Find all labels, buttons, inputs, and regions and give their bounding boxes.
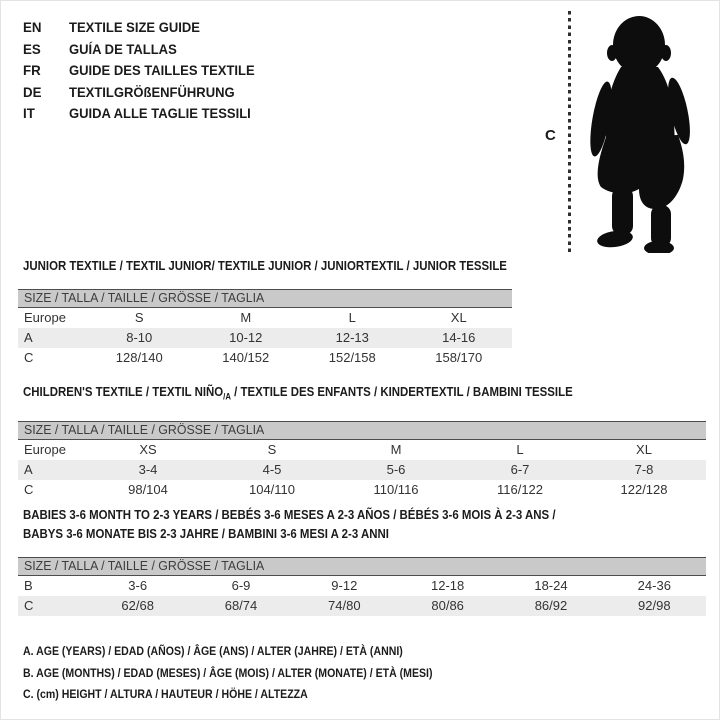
language-list (23, 17, 269, 125)
table-cell: 9-12 (331, 578, 358, 593)
child-figure (541, 7, 713, 257)
size-table-header-text: SIZE / TALLA / TAILLE / GRÖSSE / TAGLIA (24, 290, 265, 305)
language-row (23, 60, 269, 82)
table-cell: L (516, 441, 524, 457)
table-rows (18, 440, 706, 500)
language-row (23, 17, 269, 39)
footnote-line: C. (cm) HEIGHT / ALTURA / HAUTEUR / HÖHE / ALTEZZA (23, 687, 308, 701)
table-cell: 104/110 (248, 481, 296, 497)
footnote-line: A. AGE (YEARS) / EDAD (AÑOS) / ÂGE (ANS) / ALTER (JAHRE) / ETÀ (ANNI) (23, 644, 403, 658)
table-cell: S (267, 441, 277, 457)
row-label: C (24, 481, 34, 497)
row-label: A (24, 461, 33, 477)
language-code: EN (23, 19, 42, 35)
height-measure-line (568, 11, 571, 254)
table-cell: 7-8 (634, 461, 654, 477)
table-row (18, 596, 706, 616)
table-cell: M (390, 441, 402, 457)
table-cell: M (240, 310, 252, 325)
section-title-text: / TEXTILE DES ENFANTS / KINDERTEXTIL / BAMBINI TESSILE (230, 384, 573, 399)
language-code: FR (23, 62, 41, 78)
height-measure-label: C (545, 127, 556, 144)
footnotes (23, 644, 488, 709)
table-cell: 6-9 (231, 578, 251, 593)
table-cell: 92/98 (638, 598, 671, 613)
junior-size-table (18, 289, 512, 368)
babies-section-title (18, 505, 706, 543)
children-textile-section (18, 382, 706, 500)
child-silhouette-icon (579, 9, 707, 253)
row-label: A (24, 330, 33, 345)
table-cell: 80/86 (431, 598, 464, 613)
table-cell: 158/170 (435, 350, 483, 365)
junior-textile-section (18, 256, 512, 368)
table-row (18, 480, 706, 500)
size-table-header-text: SIZE / TALLA / TAILLE / GRÖSSE / TAGLIA (24, 558, 265, 573)
language-label: GUIDA ALLE TAGLIE TESSILI (69, 105, 251, 121)
table-cell: 62/68 (121, 598, 154, 613)
size-table-header (18, 421, 706, 440)
language-row (23, 82, 269, 104)
row-label: C (24, 598, 34, 613)
table-cell: 3-6 (128, 578, 148, 593)
section-title-line (23, 505, 624, 524)
table-cell: 98/104 (128, 481, 168, 497)
junior-section-title (18, 256, 512, 275)
language-code: ES (23, 40, 41, 57)
footnote-line: B. AGE (MONTHS) / EDAD (MESES) / ÂGE (MOIS) / ALTER (MONATE) / ETÀ (MESI) (23, 665, 433, 680)
section-title-line (23, 382, 624, 407)
table-cell: 18-24 (534, 578, 568, 593)
babies-size-table (18, 557, 706, 616)
table-cell: 152/158 (328, 350, 376, 365)
table-cell: 116/122 (496, 481, 544, 497)
table-cell: 122/128 (620, 481, 668, 497)
section-title-line (23, 524, 624, 543)
size-table-header (18, 557, 706, 576)
table-cell: 14-16 (442, 330, 476, 345)
section-title-text: /A (223, 391, 231, 402)
table-cell: 6-7 (510, 461, 530, 477)
section-title-text: BABYS 3-6 MONATE BIS 2-3 JAHRE / BAMBINI 3-6 MESI A 2-3 ANNI (23, 526, 389, 541)
table-cell: L (348, 310, 356, 325)
table-cell: 74/80 (328, 598, 361, 613)
section-title-line (23, 256, 507, 275)
language-row (23, 39, 269, 61)
section-title-text: BABIES 3-6 MONTH TO 2-3 YEARS / BEBÉS 3-6 MESES A 2-3 AÑOS / BÉBÉS 3-6 MOIS À 2-3 ANS / (23, 507, 556, 522)
language-label: TEXTILGRÖßENFÜHRUNG (69, 83, 235, 100)
table-cell: 4-5 (262, 461, 282, 477)
table-row (18, 440, 706, 460)
row-label: Europe (24, 441, 66, 457)
language-label: GUÍA DE TALLAS (69, 40, 177, 57)
table-cell: 140/152 (222, 350, 270, 365)
table-cell: S (134, 310, 144, 325)
table-row (18, 576, 706, 596)
language-label: TEXTILE SIZE GUIDE (69, 19, 200, 35)
language-code: DE (23, 83, 42, 100)
table-cell: 5-6 (386, 461, 406, 477)
language-label: GUIDE DES TAILLES TEXTILE (69, 62, 255, 78)
language-row (23, 103, 269, 125)
table-cell: 110/116 (373, 481, 419, 497)
table-cell: XL (636, 441, 652, 457)
size-table-header (18, 289, 512, 308)
size-table-header-text: SIZE / TALLA / TAILLE / GRÖSSE / TAGLIA (24, 421, 265, 437)
table-cell: 8-10 (126, 330, 153, 345)
table-cell: 10-12 (229, 330, 263, 345)
table-row (18, 328, 512, 348)
row-label: Europe (24, 310, 66, 325)
language-code: IT (23, 105, 35, 121)
table-row (18, 308, 512, 328)
table-cell: XL (450, 310, 467, 325)
row-label: C (24, 350, 34, 365)
section-title-text: CHILDREN'S TEXTILE / TEXTIL NIÑO (23, 384, 224, 399)
table-row (18, 460, 706, 480)
table-rows (18, 576, 706, 616)
babies-textile-section (18, 505, 706, 616)
children-size-table (18, 421, 706, 500)
table-cell: XS (139, 441, 157, 457)
table-cell: 86/92 (534, 598, 568, 613)
table-cell: 128/140 (115, 350, 163, 365)
section-title-text: JUNIOR TEXTILE / TEXTIL JUNIOR/ TEXTILE JUNIOR / JUNIORTEXTIL / JUNIOR TESSILE (23, 258, 507, 273)
table-cell: 24-36 (637, 578, 671, 593)
table-cell: 3-4 (138, 461, 158, 477)
table-cell: 12-13 (335, 330, 369, 345)
children-section-title (18, 382, 706, 407)
row-label: B (24, 578, 33, 593)
table-rows (18, 308, 512, 368)
table-row (18, 348, 512, 368)
table-cell: 12-18 (431, 578, 465, 593)
table-cell: 68/74 (224, 598, 258, 613)
